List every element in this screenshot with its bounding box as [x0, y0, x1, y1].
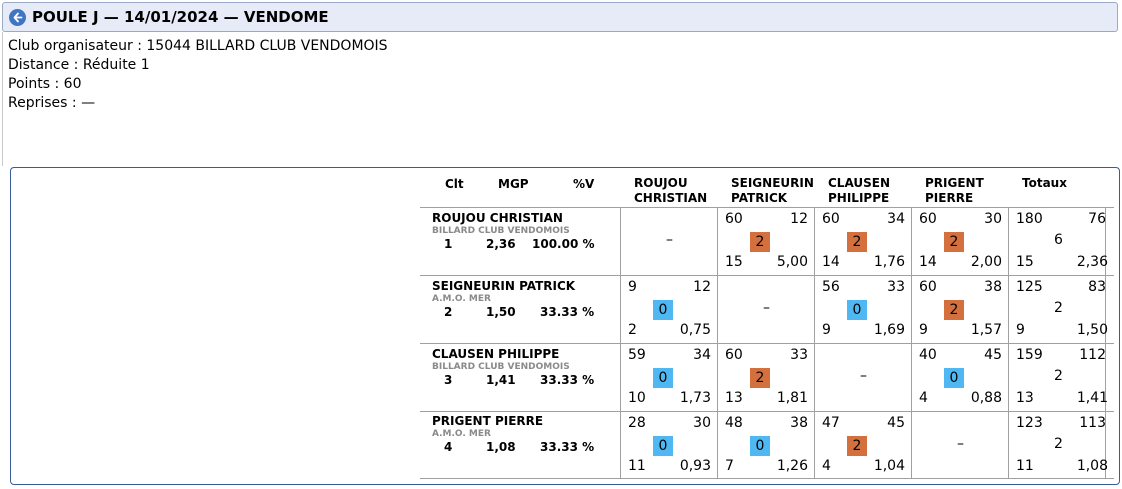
distance: Distance : Réduite 1	[8, 57, 150, 73]
grid-line	[420, 478, 1114, 479]
match-cell	[815, 412, 912, 478]
match-cell	[718, 208, 815, 274]
points-scored: 28	[628, 415, 646, 431]
points-conceded: 45	[984, 347, 1002, 363]
header-pv: %V	[573, 177, 595, 191]
player-mgp: 1,50	[486, 305, 516, 319]
total-reprises: 9	[1016, 322, 1025, 338]
player-name: PRIGENT PIERRE	[432, 414, 544, 428]
header-opponent-4: PRIGENT PIERRE	[925, 176, 984, 205]
loss-badge: 0	[653, 436, 673, 456]
reprises-count: 14	[822, 254, 840, 270]
player-name: SEIGNEURIN PATRICK	[432, 279, 576, 293]
player-club: A.M.O. MER	[432, 429, 491, 439]
totals-cell	[1009, 208, 1113, 274]
points-conceded: 45	[887, 415, 905, 431]
empty-cell-dash: –	[763, 300, 770, 316]
loss-badge: 0	[653, 368, 673, 388]
match-cell	[912, 208, 1009, 274]
average: 1,73	[679, 390, 711, 406]
win-badge: 2	[847, 436, 867, 456]
win-badge: 2	[847, 232, 867, 252]
total-points-scored: 159	[1016, 347, 1043, 363]
win-badge: 2	[750, 232, 770, 252]
win-badge: 2	[750, 368, 770, 388]
reprises-count: 2	[628, 322, 637, 338]
total-points-conceded: 83	[1088, 279, 1106, 295]
points-conceded: 33	[790, 347, 808, 363]
player-row-4	[432, 414, 595, 456]
player-row-1	[432, 211, 595, 253]
reprises-count: 7	[725, 458, 734, 474]
player-win-pct: 33.33 %	[540, 305, 595, 319]
total-reprises: 15	[1016, 254, 1034, 270]
total-average: 1,50	[1076, 322, 1108, 338]
average: 1,76	[873, 254, 905, 270]
back-arrow-icon[interactable]	[9, 9, 26, 26]
win-badge: 2	[944, 300, 964, 320]
reprises-count: 15	[725, 254, 743, 270]
points-scored: 40	[919, 347, 937, 363]
organizer-club: Club organisateur : 15044 BILLARD CLUB VENDOMOIS	[8, 38, 388, 54]
player-rank: 4	[444, 440, 453, 454]
points-scored: 56	[822, 279, 840, 295]
header-opponent-1: ROUJOU CHRISTIAN	[634, 176, 708, 205]
empty-cell-dash: –	[860, 368, 867, 384]
player-win-pct: 100.00 %	[532, 237, 595, 251]
total-match-points: 2	[1054, 436, 1063, 452]
competition-info	[8, 37, 388, 113]
average: 1,81	[776, 390, 808, 406]
points-conceded: 30	[984, 211, 1002, 227]
page-title: POULE J — 14/01/2024 — VENDOME	[32, 8, 329, 26]
player-rank: 1	[444, 237, 453, 251]
match-cell	[621, 412, 718, 478]
average: 0,75	[679, 322, 711, 338]
totals-cell	[1009, 412, 1113, 478]
header-totaux: Totaux	[1022, 176, 1067, 190]
total-points-scored: 180	[1016, 211, 1043, 227]
player-stats	[432, 440, 595, 456]
points-conceded: 33	[887, 279, 905, 295]
reprises-count: 13	[725, 390, 743, 406]
points-conceded: 34	[887, 211, 905, 227]
page-header	[2, 2, 1118, 32]
match-cell	[912, 276, 1009, 342]
match-cell	[621, 276, 718, 342]
total-average: 1,41	[1076, 390, 1108, 406]
total-reprises: 13	[1016, 390, 1034, 406]
points-conceded: 38	[790, 415, 808, 431]
player-rank: 2	[444, 305, 453, 319]
total-points-scored: 125	[1016, 279, 1043, 295]
player-name: ROUJOU CHRISTIAN	[432, 211, 563, 225]
average: 0,93	[679, 458, 711, 474]
player-stats	[432, 237, 595, 253]
reprises-count: 14	[919, 254, 937, 270]
reprises-count: 11	[628, 458, 646, 474]
player-win-pct: 33.33 %	[540, 440, 595, 454]
points-scored: 60	[919, 211, 937, 227]
match-cell	[621, 344, 718, 410]
loss-badge: 0	[653, 300, 673, 320]
points-conceded: 12	[790, 211, 808, 227]
reprises: Reprises : —	[8, 95, 96, 111]
match-cell	[912, 344, 1009, 410]
total-average: 2,36	[1076, 254, 1108, 270]
match-cell	[912, 412, 1009, 478]
reprises-count: 4	[822, 458, 831, 474]
match-cell	[815, 276, 912, 342]
win-badge: 2	[944, 232, 964, 252]
match-cell	[718, 412, 815, 478]
points: Points : 60	[8, 76, 82, 92]
divider	[2, 32, 3, 166]
player-stats	[432, 305, 595, 321]
total-match-points: 2	[1054, 300, 1063, 316]
total-average: 1,08	[1076, 458, 1108, 474]
average: 0,88	[970, 390, 1002, 406]
player-club: A.M.O. MER	[432, 294, 491, 304]
totals-cell	[1009, 344, 1113, 410]
match-cell	[621, 208, 718, 274]
total-points-conceded: 76	[1088, 211, 1106, 227]
points-scored: 60	[822, 211, 840, 227]
match-cell	[815, 208, 912, 274]
points-conceded: 34	[693, 347, 711, 363]
header-mgp: MGP	[498, 177, 529, 191]
loss-badge: 0	[944, 368, 964, 388]
average: 1,57	[970, 322, 1002, 338]
player-mgp: 2,36	[486, 237, 516, 251]
total-reprises: 11	[1016, 458, 1034, 474]
match-cell	[718, 276, 815, 342]
points-scored: 59	[628, 347, 646, 363]
total-match-points: 2	[1054, 368, 1063, 384]
totals-cell	[1009, 276, 1113, 342]
average: 1,26	[776, 458, 808, 474]
points-conceded: 12	[693, 279, 711, 295]
average: 1,04	[873, 458, 905, 474]
points-scored: 60	[725, 347, 743, 363]
header-clt: Clt	[445, 177, 464, 191]
reprises-count: 9	[822, 322, 831, 338]
total-match-points: 6	[1054, 232, 1063, 248]
total-points-conceded: 112	[1079, 347, 1106, 363]
points-scored: 60	[725, 211, 743, 227]
loss-badge: 0	[750, 436, 770, 456]
player-club: BILLARD CLUB VENDOMOIS	[432, 362, 570, 372]
reprises-count: 4	[919, 390, 928, 406]
points-conceded: 38	[984, 279, 1002, 295]
loss-badge: 0	[847, 300, 867, 320]
points-scored: 9	[628, 279, 637, 295]
points-scored: 48	[725, 415, 743, 431]
total-points-scored: 123	[1016, 415, 1043, 431]
player-name: CLAUSEN PHILIPPE	[432, 347, 560, 361]
player-mgp: 1,41	[486, 373, 516, 387]
average: 5,00	[776, 254, 808, 270]
player-row-2	[432, 279, 595, 321]
player-stats	[432, 373, 595, 389]
points-scored: 47	[822, 415, 840, 431]
player-win-pct: 33.33 %	[540, 373, 595, 387]
reprises-count: 10	[628, 390, 646, 406]
empty-cell-dash: –	[957, 436, 964, 452]
player-mgp: 1,08	[486, 440, 516, 454]
points-scored: 60	[919, 279, 937, 295]
header-opponent-2: SEIGNEURIN PATRICK	[731, 176, 814, 205]
reprises-count: 9	[919, 322, 928, 338]
points-conceded: 30	[693, 415, 711, 431]
player-row-3	[432, 347, 595, 389]
match-cell	[815, 344, 912, 410]
header-opponent-3: CLAUSEN PHILIPPE	[828, 176, 890, 205]
average: 2,00	[970, 254, 1002, 270]
total-points-conceded: 113	[1079, 415, 1106, 431]
empty-cell-dash: –	[666, 232, 673, 248]
player-club: BILLARD CLUB VENDOMOIS	[432, 226, 570, 236]
average: 1,69	[873, 322, 905, 338]
match-cell	[718, 344, 815, 410]
player-rank: 3	[444, 373, 453, 387]
